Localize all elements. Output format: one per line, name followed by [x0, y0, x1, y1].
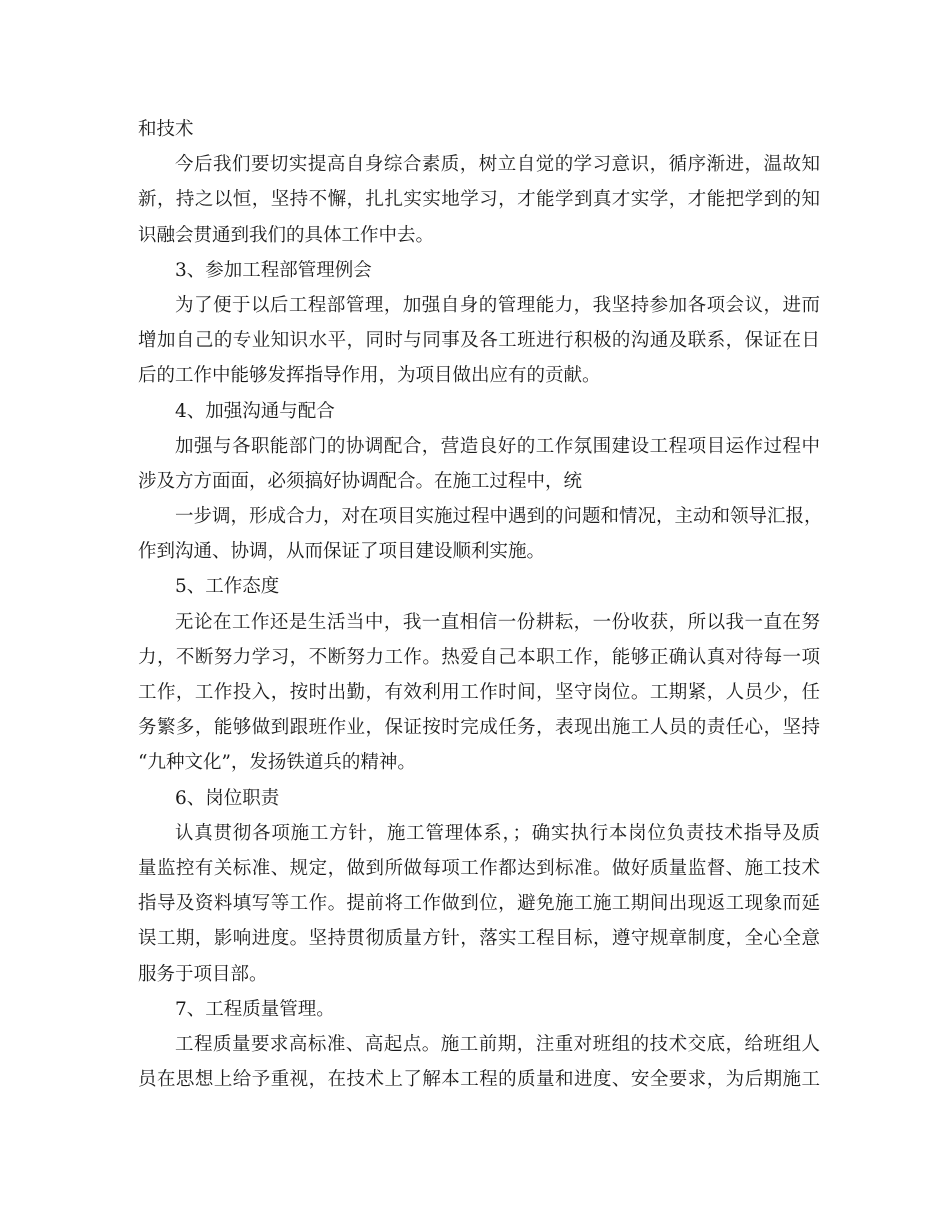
text-line: 新，持之以恒，坚持不懈，扎扎实实地学习，才能学到真才实学，才能把学到的知	[138, 189, 820, 211]
text-line: 作到沟通、协调，从而保证了项目建设顺利实施。	[138, 541, 546, 563]
section-heading: 5、工作态度	[175, 576, 280, 598]
text-line: “九种文化”，发扬铁道兵的精神。	[138, 752, 416, 774]
text-line: 量监控有关标准、规定，做到所做每项工作都达到标准。做好质量监督、施工技术	[138, 857, 820, 879]
text-line: 误工期，影响进度。坚持贯彻质量方针，落实工程目标，遵守规章制度，全心全意	[138, 928, 820, 950]
text-line: 增加自己的专业知识水平，同时与同事及各工班进行积极的沟通及联系，保证在日	[138, 330, 820, 352]
text-line: 无论在工作还是生活当中，我一直相信一份耕耘，一份收获，所以我一直在努	[175, 611, 820, 633]
text-line: 加强与各职能部门的协调配合，营造良好的工作氛围建设工程项目运作过程中	[175, 435, 820, 457]
text-line: 工程质量要求高标准、高起点。施工前期，注重对班组的技术交底，给班组人	[175, 1033, 820, 1055]
section-heading: 6、岗位职责	[175, 787, 280, 809]
text-line: 和技术	[138, 119, 194, 140]
text-line: 务繁多，能够做到跟班作业，保证按时完成任务，表现出施工人员的责任心，坚持	[138, 717, 820, 739]
document-page	[138, 112, 823, 1097]
text-line: 今后我们要切实提高自身综合素质，树立自觉的学习意识，循序渐进，温故知	[175, 154, 820, 176]
text-line: 涉及方方面面，必须搞好协调配合。在施工过程中，统	[138, 470, 583, 492]
text-line: 指导及资料填写等工作。提前将工作做到位，避免施工施工期间出现返工现象而延	[138, 893, 820, 915]
text-line: 为了便于以后工程部管理，加强自身的管理能力，我坚持参加各项会议，进而	[175, 294, 820, 316]
text-line: 一步调，形成合力，对在项目实施过程中遇到的问题和情况，主动和领导汇报，	[175, 506, 823, 528]
section-heading: 4、加强沟通与配合	[175, 400, 335, 422]
text-line: 认真贯彻各项施工方针，施工管理体系，；确实执行本岗位负责技术指导及质	[175, 822, 820, 844]
text-line: 力，不断努力学习，不断努力工作。热爱自己本职工作，能够正确认真对待每一项	[138, 646, 820, 668]
text-line: 识融会贯通到我们的具体工作中去。	[138, 224, 435, 246]
text-line: 后的工作中能够发挥指导作用，为项目做出应有的贡献。	[138, 365, 601, 387]
section-heading: 3、参加工程部管理例会	[175, 259, 372, 281]
text-line: 工作，工作投入，按时出勤，有效利用工作时间，坚守岗位。工期紧，人员少，任	[138, 682, 820, 703]
section-heading: 7、工程质量管理。	[175, 998, 335, 1020]
text-line: 服务于项目部。	[138, 963, 268, 985]
text-line: 员在思想上给予重视，在技术上了解本工程的质量和进度、安全要求，为后期施工	[138, 1069, 820, 1091]
